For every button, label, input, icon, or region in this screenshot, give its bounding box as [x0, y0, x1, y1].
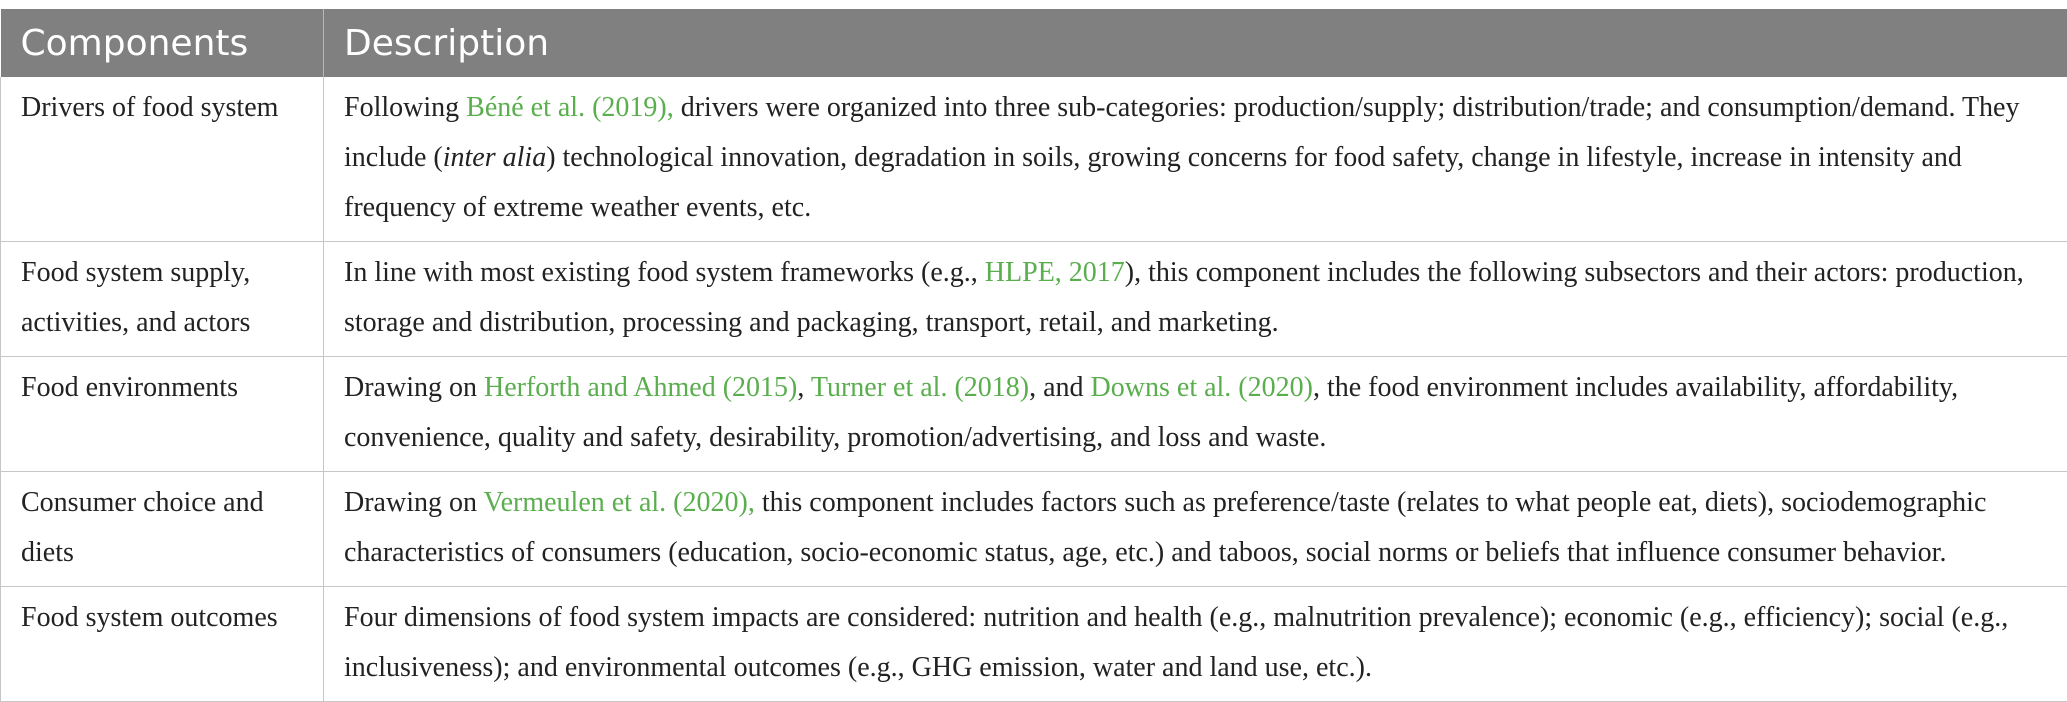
- description-text: Following: [344, 92, 467, 123]
- table-row: [1, 587, 2067, 702]
- italic-text: inter alia: [442, 142, 547, 173]
- table-row: [1, 242, 2067, 357]
- component-cell: Consumer choice and diets: [1, 472, 324, 587]
- citation-link[interactable]: Herforth and Ahmed (2015): [483, 372, 798, 403]
- citation-link[interactable]: Turner et al. (2018): [810, 372, 1030, 403]
- table-row: [1, 472, 2067, 587]
- description-cell: [324, 242, 2067, 357]
- component-cell: Drivers of food system: [1, 77, 324, 242]
- description-text: Drawing on: [344, 372, 484, 403]
- citation-link[interactable]: Downs et al. (2020): [1090, 372, 1313, 403]
- description-text: , the food environment includes availability, affordability, convenience, quality and safety, desirability, promotion/advertising, and loss and waste.: [344, 372, 1959, 453]
- description-text: , and: [1029, 372, 1091, 403]
- description-text: drivers were organized into three sub-categories: production/supply; distribution/trade; and consumption/demand. They include (: [344, 92, 2020, 173]
- table-header-row: [1, 9, 2067, 77]
- header-description: Description: [324, 9, 2067, 77]
- description-text: Four dimensions of food system impacts are considered: nutrition and health (e.g., malnutrition prevalence); economic (e.g., efficiency); social (e.g., inclusiveness); and environmental outcomes (e.g., GHG emission, water and land use, etc.).: [344, 602, 2009, 683]
- citation-link[interactable]: Béné et al. (2019),: [466, 92, 674, 123]
- component-cell: Food system supply, activities, and actors: [1, 242, 324, 357]
- table-body: [1, 77, 2067, 702]
- description-cell: [324, 77, 2067, 242]
- description-text: ,: [797, 372, 811, 403]
- components-table: [0, 9, 2067, 702]
- description-text: Drawing on: [344, 487, 484, 518]
- citation-link[interactable]: HLPE, 2017: [984, 257, 1125, 288]
- header-components: Components: [1, 9, 324, 77]
- description-cell: [324, 472, 2067, 587]
- description-text: ), this component includes the following subsectors and their actors: production, storage and distribution, processing and packaging, transport, retail, and marketing.: [344, 257, 2024, 338]
- table-row: [1, 77, 2067, 242]
- description-text: ) technological innovation, degradation in soils, growing concerns for food safety, change in lifestyle, increase in intensity and frequency of extreme weather events, etc.: [344, 142, 1962, 223]
- component-cell: Food environments: [1, 357, 324, 472]
- component-cell: Food system outcomes: [1, 587, 324, 702]
- description-text: In line with most existing food system frameworks (e.g.,: [344, 257, 985, 288]
- table-row: [1, 357, 2067, 472]
- description-text: this component includes factors such as preference/taste (relates to what people eat, diets), sociodemographic characteristics of consumers (education, socio-economic status, age, etc.) and taboos, social norms or beliefs that influence consumer behavior.: [344, 487, 1987, 568]
- description-cell: [324, 357, 2067, 472]
- citation-link[interactable]: Vermeulen et al. (2020),: [483, 487, 755, 518]
- description-cell: [324, 587, 2067, 702]
